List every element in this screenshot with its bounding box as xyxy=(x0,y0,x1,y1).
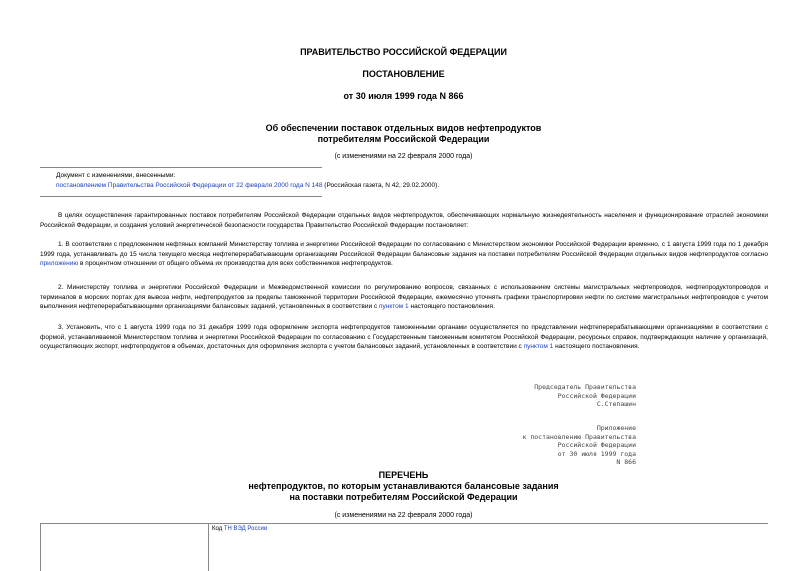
code-prefix: Код xyxy=(212,526,224,532)
amendments-line xyxy=(56,181,776,191)
list-subtitle-line2: на поставки потребителям Российской Федерации xyxy=(289,492,518,502)
appendix-reference: Приложение к постановлению Правительства Российской Федерации от 30 июля 1999 года N 866 xyxy=(522,424,636,467)
document-type: ПОСТАНОВЛЕНИЕ xyxy=(362,69,445,79)
paragraph-2 xyxy=(40,283,768,312)
amendments-block xyxy=(56,171,776,191)
point1-link[interactable]: пунктом 1 xyxy=(378,303,409,311)
paragraph-3 xyxy=(40,323,768,352)
p2-text-b: настоящего постановления. xyxy=(408,303,495,311)
list-changes-note: (с изменениями на 22 февраля 2000 года) xyxy=(334,512,473,519)
appendix-link[interactable]: приложению xyxy=(40,260,79,268)
table-header-code xyxy=(212,526,267,532)
document-title-line1: Об обеспечении поставок отдельных видов нефтепродуктов xyxy=(265,123,542,133)
list-title: ПЕРЕЧЕНЬ xyxy=(378,470,429,480)
table-left-border xyxy=(40,523,41,571)
p3-text-a: 3. Установить, что с 1 августа 1999 года по 31 декабря 1999 года оформление экспорта нефтепродуктов таможенными органами осуществляется по представлении нефтеперерабатывающими организациями в соответствии с формой, устанавливаемой Министерством топлива и энергетики Российской Федерации по согласованию с Государственным таможенным комитетом Российской Федерации, ресурсных справок, подтверждающих наличие у организаций, осуществляющих экспорт, нефтепродуктов в объемах, достаточных для оформления экспорта с учетом балансовых заданий, установленных в соответствии с xyxy=(40,324,768,351)
changes-note: (с изменениями на 22 февраля 2000 года) xyxy=(334,153,473,160)
intro-paragraph: В целях осуществления гарантированных поставок потребителям Российской Федерации отдельных видов нефтепродуктов, обеспечивающих нормальную жизнедеятельность населения и функционирование отраслей экономики Российской Федерации, и создания условий энергетической безопасности государства Правительство Российской Федерации постановляет: xyxy=(40,212,768,229)
p1-text-b: в процентном отношении от общего объема их производства для всех собственников нефтепродуктов. xyxy=(78,260,393,268)
government-heading: ПРАВИТЕЛЬСТВО РОССИЙСКОЙ ФЕДЕРАЦИИ xyxy=(300,47,507,57)
document-date: от 30 июля 1999 года N 866 xyxy=(343,91,464,101)
point1-link-2[interactable]: пунктом 1 xyxy=(523,343,554,351)
table-top-border xyxy=(40,523,768,524)
paragraph-1 xyxy=(40,240,768,269)
signature-block: Председатель Правительства Российской Федерации С.Степашин xyxy=(534,383,636,409)
divider-top xyxy=(40,167,322,168)
p2-text-a: 2. Министерству топлива и энергетики Российской Федерации и Межведомственной комиссии по регулированию вопросов, связанных с использованием системы магистральных нефтепроводов, нефтепродуктопроводов и терминалов в морских портах для вывоза нефти, нефтепродуктов за пределы таможенной территории Российской Федерации, ежемесячно уточнять графики транспортировки нефти по системе магистральных нефтепроводов с учетом выполнения нефтеперерабатывающими организациями балансовых заданий, установленных в соответствии с xyxy=(40,284,768,311)
p1-text-a: 1. В соответствии с предложением нефтяных компаний Министерству топлива и энергетики Российской Федерации по согласованию с Министерством экономики Российской Федерации временно, с 1 августа 1999 года по 1 декабря 1999 года, устанавливать до 15 числа текущего месяца нефтеперерабатывающим организациям Российской Федерации балансовые задания на поставки потребителям Российской Федерации отдельных видов нефтепродуктов согласно xyxy=(40,241,768,258)
amendments-label: Документ с изменениями, внесенными: xyxy=(56,172,176,179)
table-column-divider xyxy=(208,523,209,571)
amendment-link[interactable]: постановлением Правительства Российской Федерации от 22 февраля 2000 года N 148 xyxy=(56,182,323,189)
amendment-source: (Российская газета, N 42, 29.02.2000). xyxy=(322,182,440,189)
p3-text-b: настоящего постановления. xyxy=(553,343,640,351)
list-subtitle-line1: нефтепродуктов, по которым устанавливаются балансовые задания xyxy=(248,481,559,491)
document-title-line2: потребителям Российской Федерации xyxy=(317,134,490,144)
tn-ved-link[interactable]: ТН ВЭД России xyxy=(223,526,268,532)
divider-bottom xyxy=(40,196,322,197)
